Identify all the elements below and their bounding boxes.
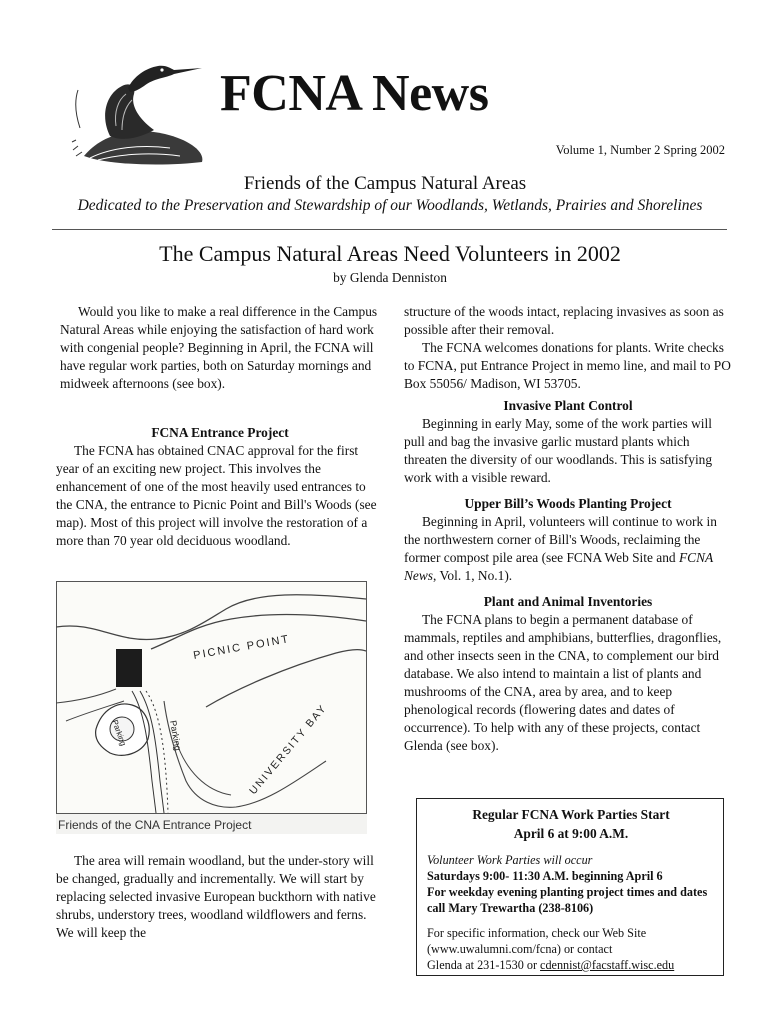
bills-woods-paragraph xyxy=(404,513,732,585)
inventories-paragraph: The FCNA plans to begin a permanent database of mammals, reptiles and amphibians, butterflies, dragonflies, and other insects seen in the CNA, to complement our bird database. We also intend to maintain a list of plants and mushrooms of the CNA, area by area, and to keep phenological records (flowering dates and dates of occurrence). To help with any of these projects, contact Glenda (see box). xyxy=(404,612,722,753)
map-label-roundabout: Parking xyxy=(110,718,128,748)
bills-woods-text-a: Beginning in April, volunteers will continue to work in the northwestern corner of Bill's Woods, reclaiming the former compost pile area (see FCNA Web Site and xyxy=(404,514,717,565)
inventories-heading: Plant and Animal Inventories xyxy=(483,594,653,609)
entrance-section xyxy=(56,424,384,550)
entrance-paragraph-3: structure of the woods intact, replacing invasives as soon as possible after their removal. xyxy=(404,304,724,337)
box-title-line1: Regular FCNA Work Parties Start xyxy=(472,807,670,822)
entrance-paragraph-4: The FCNA welcomes donations for plants. Write checks to FCNA, put Entrance Project in memo line, and mail to PO Box 55056/ Madison, WI 53705. xyxy=(404,340,731,391)
box-contact-prefix: Glenda at 231-1530 or xyxy=(427,958,541,972)
box-title-line2: April 6 at 9:00 A.M. xyxy=(513,826,629,841)
entrance-continued xyxy=(56,852,382,942)
map-label-university-bay: UNIVERSITY BAY xyxy=(247,701,330,797)
entrance-heading: FCNA Entrance Project xyxy=(151,425,289,440)
heron-logo xyxy=(70,56,210,168)
invasive-paragraph: Beginning in early May, some of the work parties will pull and bag the invasive garlic mustard plants which threaten the diversity of our woodlands. This is satisfying work with a visible reward. xyxy=(404,416,713,485)
entrance-map xyxy=(56,581,367,834)
box-weekday: For weekday evening planting project times and dates call Mary Trewartha (238-8106) xyxy=(427,885,708,915)
divider xyxy=(52,229,727,230)
map-label-parking: Parking xyxy=(168,719,184,752)
box-contact xyxy=(427,957,715,973)
map-caption: Friends of the CNA Entrance Project xyxy=(58,818,252,832)
bills-woods-text-b: , Vol. 1, No.1). xyxy=(433,568,513,583)
tagline: Dedicated to the Preservation and Stewardship of our Woodlands, Wetlands, Prairies and Shorelines xyxy=(77,197,703,214)
byline: by Glenda Denniston xyxy=(333,270,447,285)
work-parties-box xyxy=(416,798,724,976)
bills-woods-heading: Upper Bill’s Woods Planting Project xyxy=(464,496,672,511)
email-link[interactable]: cdennist@facstaff.wisc.edu xyxy=(540,958,675,972)
map-label-picnic-point: PICNIC POINT xyxy=(192,633,291,662)
box-saturdays: Saturdays 9:00- 11:30 A.M. beginning April 6 xyxy=(427,869,663,883)
right-column xyxy=(404,303,732,755)
article-headline: The Campus Natural Areas Need Volunteers in 2002 xyxy=(159,241,621,266)
intro-text: Would you like to make a real difference in the Campus Natural Areas while enjoying the satisfaction of hard work with congenial people? Beginning in April, the FCNA will have regular work parties, both on Saturday mornings and midweek afternoons (see box). xyxy=(60,304,378,391)
entrance-paragraph-2: The area will remain woodland, but the under-story will be changed, gradually and incrementally. We will start by replacing selected invasive European buckthorn with native shrubs, understory trees, woodland wildflowers and ferns. We will keep the xyxy=(56,853,376,940)
intro-paragraph xyxy=(60,303,382,393)
invasive-heading: Invasive Plant Control xyxy=(503,398,633,413)
organization-name: Friends of the Campus Natural Areas xyxy=(243,173,527,194)
box-italic-line: Volunteer Work Parties will occur xyxy=(427,853,593,867)
entrance-paragraph-1: The FCNA has obtained CNAC approval for the first year of an exciting new project. This involves the enhancement of one of the most heavily used entrances to the CNA, the entrance to Picnic Point and Bill's Woods (see map). Most of this project will involve the restoration of a more than 70 year old deciduous woodland. xyxy=(56,443,377,548)
newsletter-title: FCNA News xyxy=(220,65,489,122)
box-info: For specific information, check our Web Site (www.uwalumni.com/fcna) or contact xyxy=(427,926,647,956)
volume-info: Volume 1, Number 2 Spring 2002 xyxy=(555,143,725,157)
bills-woods-text-italic: FCNA News xyxy=(404,550,713,583)
